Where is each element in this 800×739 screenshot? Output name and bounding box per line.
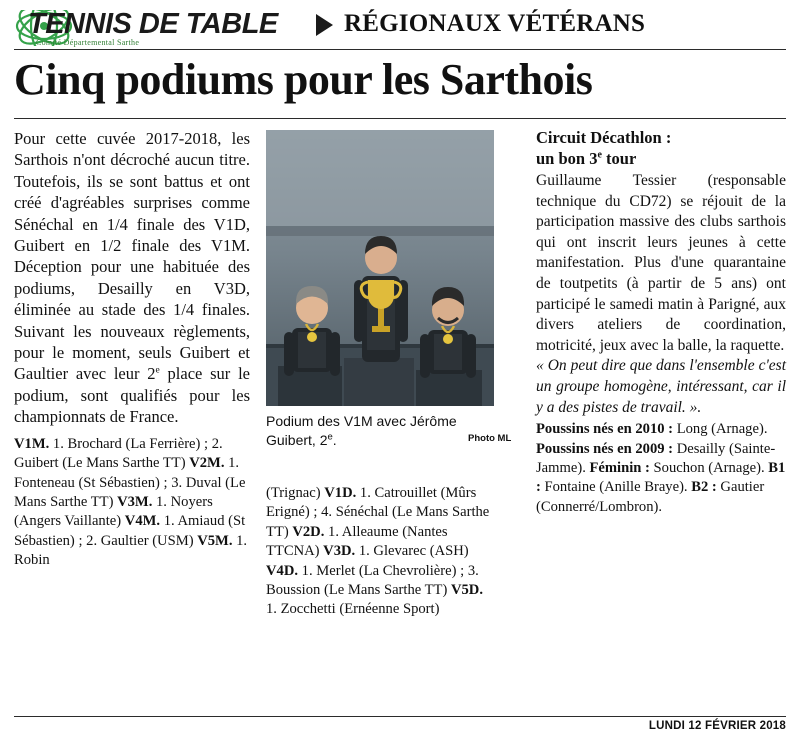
column1-results: V1M. 1. Brochard (La Ferrière) ; 2. Guibert (Le Mans Sarthe TT) V2M. 1. Fonteneau (St Sébastien) ; 3. Duval (Le Mans Sarthe TT) V3M. 1. Noyers (Angers Vaillante) V4M. 1. Amiaud (St Sébastien) ; 2. Gaultier (USM) V5M. 1. Robin	[14, 435, 248, 569]
article-column-1	[14, 128, 250, 571]
podium-photo	[266, 130, 494, 406]
column3-heading-line1: Circuit Décathlon :	[536, 128, 672, 147]
divider-top	[14, 49, 786, 50]
article-column-2	[266, 484, 494, 620]
photo-caption-text: Podium des V1M avec Jérôme Guibert, 2e.	[266, 413, 457, 448]
footer-date: LUNDI 12 FÉVRIER 2018	[648, 720, 786, 732]
triangle-right-icon	[316, 14, 333, 36]
column3-quote: « On peut dire que dans l'ensemble c'est un groupe homogène, intéressant, car il y a des pistes de travail. ».	[536, 357, 786, 416]
masthead-section: RÉGIONAUX VÉTÉRANS	[344, 10, 646, 37]
column3-heading-line2: un bon 3e tour	[536, 148, 637, 168]
masthead	[14, 8, 786, 48]
article-column-3	[536, 128, 786, 517]
masthead-title: TENNIS DE TABLE	[28, 8, 278, 40]
divider-bottom	[14, 716, 786, 717]
column2-results: (Trignac) V1D. 1. Catrouillet (Mûrs Erigné) ; 4. Sénéchal (Le Mans Sarthe TT) V2D. 1. Alleaume (Nantes TTCNA) V3D. 1. Glevarec (ASH) V4D. 1. Merlet (La Chevrolière) ; 3. Boussion (Le Mans Sarthe TT) V5D. 1. Zocchetti (Ernéenne Sport)	[266, 485, 490, 618]
column3-body: Guillaume Tessier (responsable technique du CD72) se réjouit de la participation massive des clubs sarthois qui ont inscrit leurs jeunes à cette manifestation. Plus d'une quarantaine de toutpetits (à partir de 5 ans) ont participé le samedi matin à Parigné, aux divers ateliers de coordination, motricité, jeux avec la balle, la raquette.	[536, 172, 786, 354]
column3-results: Poussins nés en 2010 : Long (Arnage). Poussins nés en 2009 : Desailly (Sainte-Jamme). Féminin : Souchon (Arnage). B1 : Fontaine (Anille Braye). B2 : Gautier (Connerré/Lombron).	[536, 421, 786, 515]
photo-credit: Photo ML	[468, 433, 512, 444]
masthead-logo-subtitle: Comité Départemental Sarthe	[36, 38, 140, 47]
column3-heading	[536, 128, 786, 169]
photo-caption	[266, 412, 494, 450]
page-title: Cinq podiums pour les Sarthois	[14, 55, 593, 104]
divider-under-headline	[14, 118, 786, 119]
article-lead: Pour cette cuvée 2017-2018, les Sarthois n'ont décroché aucun titre. Toutefois, ils se sont battus et ont créé d'agréables surprises comme Sénéchal en 1/4 finale des V1D, Guibert en 1/2 finale des V1M. Déception pour une habituée des podiums, Desailly en V3D, éliminée au stade des 1/4 finales. Suivant les nouveaux règlements, pour le moment, seuls Guibert et Gaultier avec leur 2e place sur le podium, sont qualifiés pour les championnats de France.	[14, 129, 250, 427]
